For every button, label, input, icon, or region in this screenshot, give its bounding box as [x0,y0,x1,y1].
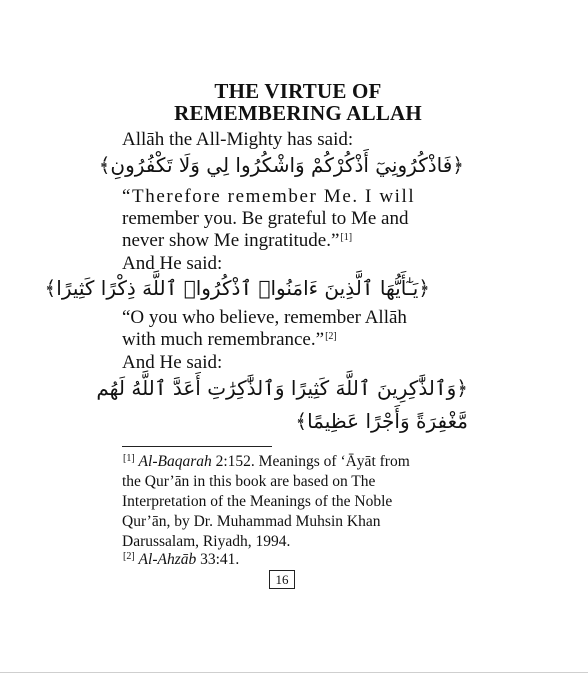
footnote-1-line-2: the Qur’ān in this book are based on The [122,473,376,490]
verse-1-translation-line-3 [122,230,352,251]
page-title-line-1: THE VIRTUE OF [214,79,382,103]
and-he-said-1: And He said: [122,253,223,274]
page-number: 16 [269,570,295,589]
verse-2-translation-line-1: “O you who believe, remember Allāh [122,307,407,328]
verse-3-arabic-line-1: ﴿وَٱلذَّٰكِرِينَ ٱللَّهَ كَثِيرًا وَٱلذَّٰكِرَٰتِ أَعَدَّ ٱللَّهُ لَهُم [96,376,468,400]
and-he-said-2: And He said: [122,352,223,373]
footnote-2-ref: 33:41. [196,551,240,568]
footnote-2 [122,550,239,570]
page-title-line-2: REMEMBERING ALLAH [174,101,422,125]
footnote-1-line-3: Interpretation of the Meanings of the Noble [122,493,393,510]
verse-1-translation-line-2: remember you. Be grateful to Me and [122,208,409,229]
footnote-1-source: Al-Baqarah [138,453,212,470]
footnote-1-marker: [1] [123,453,135,464]
verse-3-arabic-line-2: مَّغْفِرَةً وَأَجْرًا عَظِيمًا﴾ [295,409,468,433]
verse-1-translation-text: never show Me ingratitude.” [122,230,340,251]
footnote-2-source: Al-Ahzāb [138,551,197,568]
footnote-ref-2: [2] [325,331,337,342]
verse-2-arabic: ﴿يَـٰٓأَيُّهَا ٱلَّذِينَ ءَامَنُوا۟ ٱذْكُرُوا۟ ٱللَّهَ ذِكْرًا كَثِيرًا﴾ [44,276,430,300]
footnote-divider [122,446,272,447]
verse-1-arabic: ﴿فَاذْكُرُونِيٓ أَذْكُرْكُمْ وَاشْكُرُوا لِي وَلَا تَكْفُرُونِ﴾ [98,153,464,177]
intro-text: Allāh the All-Mighty has said: [122,129,354,150]
footnote-1-line-1 [122,452,410,472]
scan-edge-line [0,672,588,673]
footnote-2-marker: [2] [123,551,135,562]
verse-2-translation-line-2 [122,329,337,350]
verse-2-translation-text: with much remembrance.” [122,329,325,350]
footnote-ref-1: [1] [340,232,353,243]
footnote-1-line-4: Qur’ān, by Dr. Muhammad Muhsin Khan [122,513,381,530]
footnote-1-line-5: Darussalam, Riyadh, 1994. [122,533,291,550]
verse-1-translation-line-1: “Therefore remember Me. I will [122,186,416,207]
footnote-1-text-1: 2:152. Meanings of ‘Āyāt from [211,453,410,470]
